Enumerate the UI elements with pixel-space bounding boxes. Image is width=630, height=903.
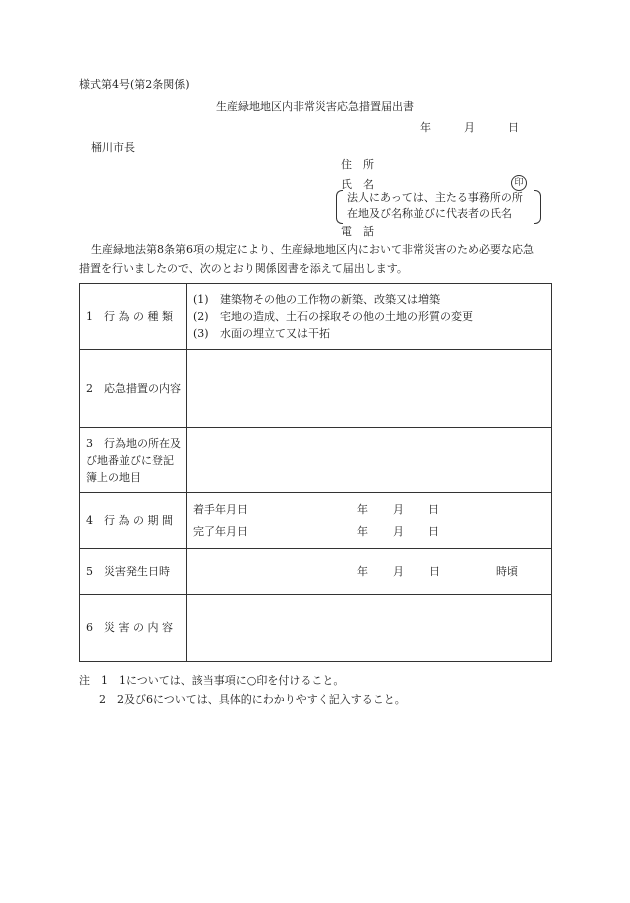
body-text-line1: 生産緑地法第8条第6項の規定により、生産緑地地区内において非常災害のため必要な応急	[91, 243, 534, 256]
start-year-label: 年	[357, 502, 368, 516]
start-date-label: 着手年月日	[193, 502, 248, 516]
start-date-row	[187, 499, 551, 521]
disaster-year-label: 年	[357, 564, 368, 578]
period-field[interactable]	[187, 493, 552, 549]
disaster-details-field[interactable]	[187, 595, 552, 662]
disaster-datetime-row	[187, 561, 551, 583]
corporation-note-line1: 法人にあっては、主たる事務所の所	[347, 191, 523, 204]
form-title: 生産緑地地区内非常災害応急措置届出書	[216, 100, 414, 113]
option-number: (1)	[193, 292, 209, 306]
disaster-datetime-label: 5 災害発生日時	[80, 549, 187, 595]
option-number: (3)	[193, 326, 209, 340]
left-bracket	[336, 190, 343, 224]
period-label: 4 行 為 の 期 間	[80, 493, 187, 549]
end-date-label: 完了年月日	[193, 524, 248, 538]
disaster-month-label: 月	[393, 564, 404, 578]
location-field[interactable]	[187, 428, 552, 493]
date-year-label: 年	[420, 121, 431, 134]
row-emergency-measures	[80, 350, 552, 428]
name-label: 氏 名	[341, 178, 374, 191]
application-table	[79, 283, 552, 662]
act-type-option-3[interactable]	[187, 327, 551, 341]
option-text: 建築物その他の工作物の新築、改築又は増築	[220, 292, 440, 306]
location-label	[80, 428, 187, 493]
disaster-details-label: 6 災 害 の 内 容	[80, 595, 187, 662]
start-month-label: 月	[393, 502, 404, 516]
right-bracket	[534, 190, 541, 224]
submission-date	[420, 121, 519, 135]
note-2: 2 2及び6については、具体的にわかりやすく記入すること。	[99, 693, 406, 706]
location-label-text: 3 行為地の所在及び地番並びに登記簿上の地目	[86, 436, 181, 484]
option-text: 水面の埋立て又は干拓	[220, 326, 330, 340]
seal-mark: 印	[511, 175, 527, 191]
end-date-row	[187, 521, 551, 543]
row-location	[80, 428, 552, 493]
form-number: 様式第4号(第2条関係)	[79, 78, 190, 91]
start-day-label: 日	[428, 502, 439, 516]
note-1: 注 1 1については、該当事項に○印を付けること。	[79, 674, 345, 687]
row-disaster-details	[80, 595, 552, 662]
phone-label: 電 話	[341, 225, 374, 238]
option-text: 宅地の造成、土石の採取その他の土地の形質の変更	[220, 309, 473, 323]
corporation-note-line2: 在地及び名称並びに代表者の氏名	[347, 207, 512, 220]
date-month-label: 月	[464, 121, 475, 134]
row-period	[80, 493, 552, 549]
end-month-label: 月	[393, 524, 404, 538]
end-year-label: 年	[357, 524, 368, 538]
date-day-label: 日	[508, 121, 519, 134]
disaster-datetime-field[interactable]	[187, 549, 552, 595]
act-type-option-2[interactable]	[187, 310, 551, 324]
act-type-option-1[interactable]	[187, 293, 551, 307]
end-day-label: 日	[428, 524, 439, 538]
act-type-options	[187, 284, 552, 350]
emergency-measures-field[interactable]	[187, 350, 552, 428]
act-type-label: 1 行 為 の 種 類	[80, 284, 187, 350]
emergency-measures-label-text: 2 応急措置の内容	[86, 381, 181, 395]
recipient: 桶川市長	[91, 141, 135, 154]
disaster-hour-label: 時頃	[496, 564, 518, 578]
disaster-day-label: 日	[429, 564, 440, 578]
emergency-measures-label	[80, 350, 187, 428]
row-act-type	[80, 284, 552, 350]
body-text-line2: 措置を行いましたので、次のとおり関係図書を添えて届出します。	[79, 262, 408, 275]
address-label: 住 所	[341, 158, 374, 171]
row-disaster-datetime	[80, 549, 552, 595]
option-number: (2)	[193, 309, 209, 323]
